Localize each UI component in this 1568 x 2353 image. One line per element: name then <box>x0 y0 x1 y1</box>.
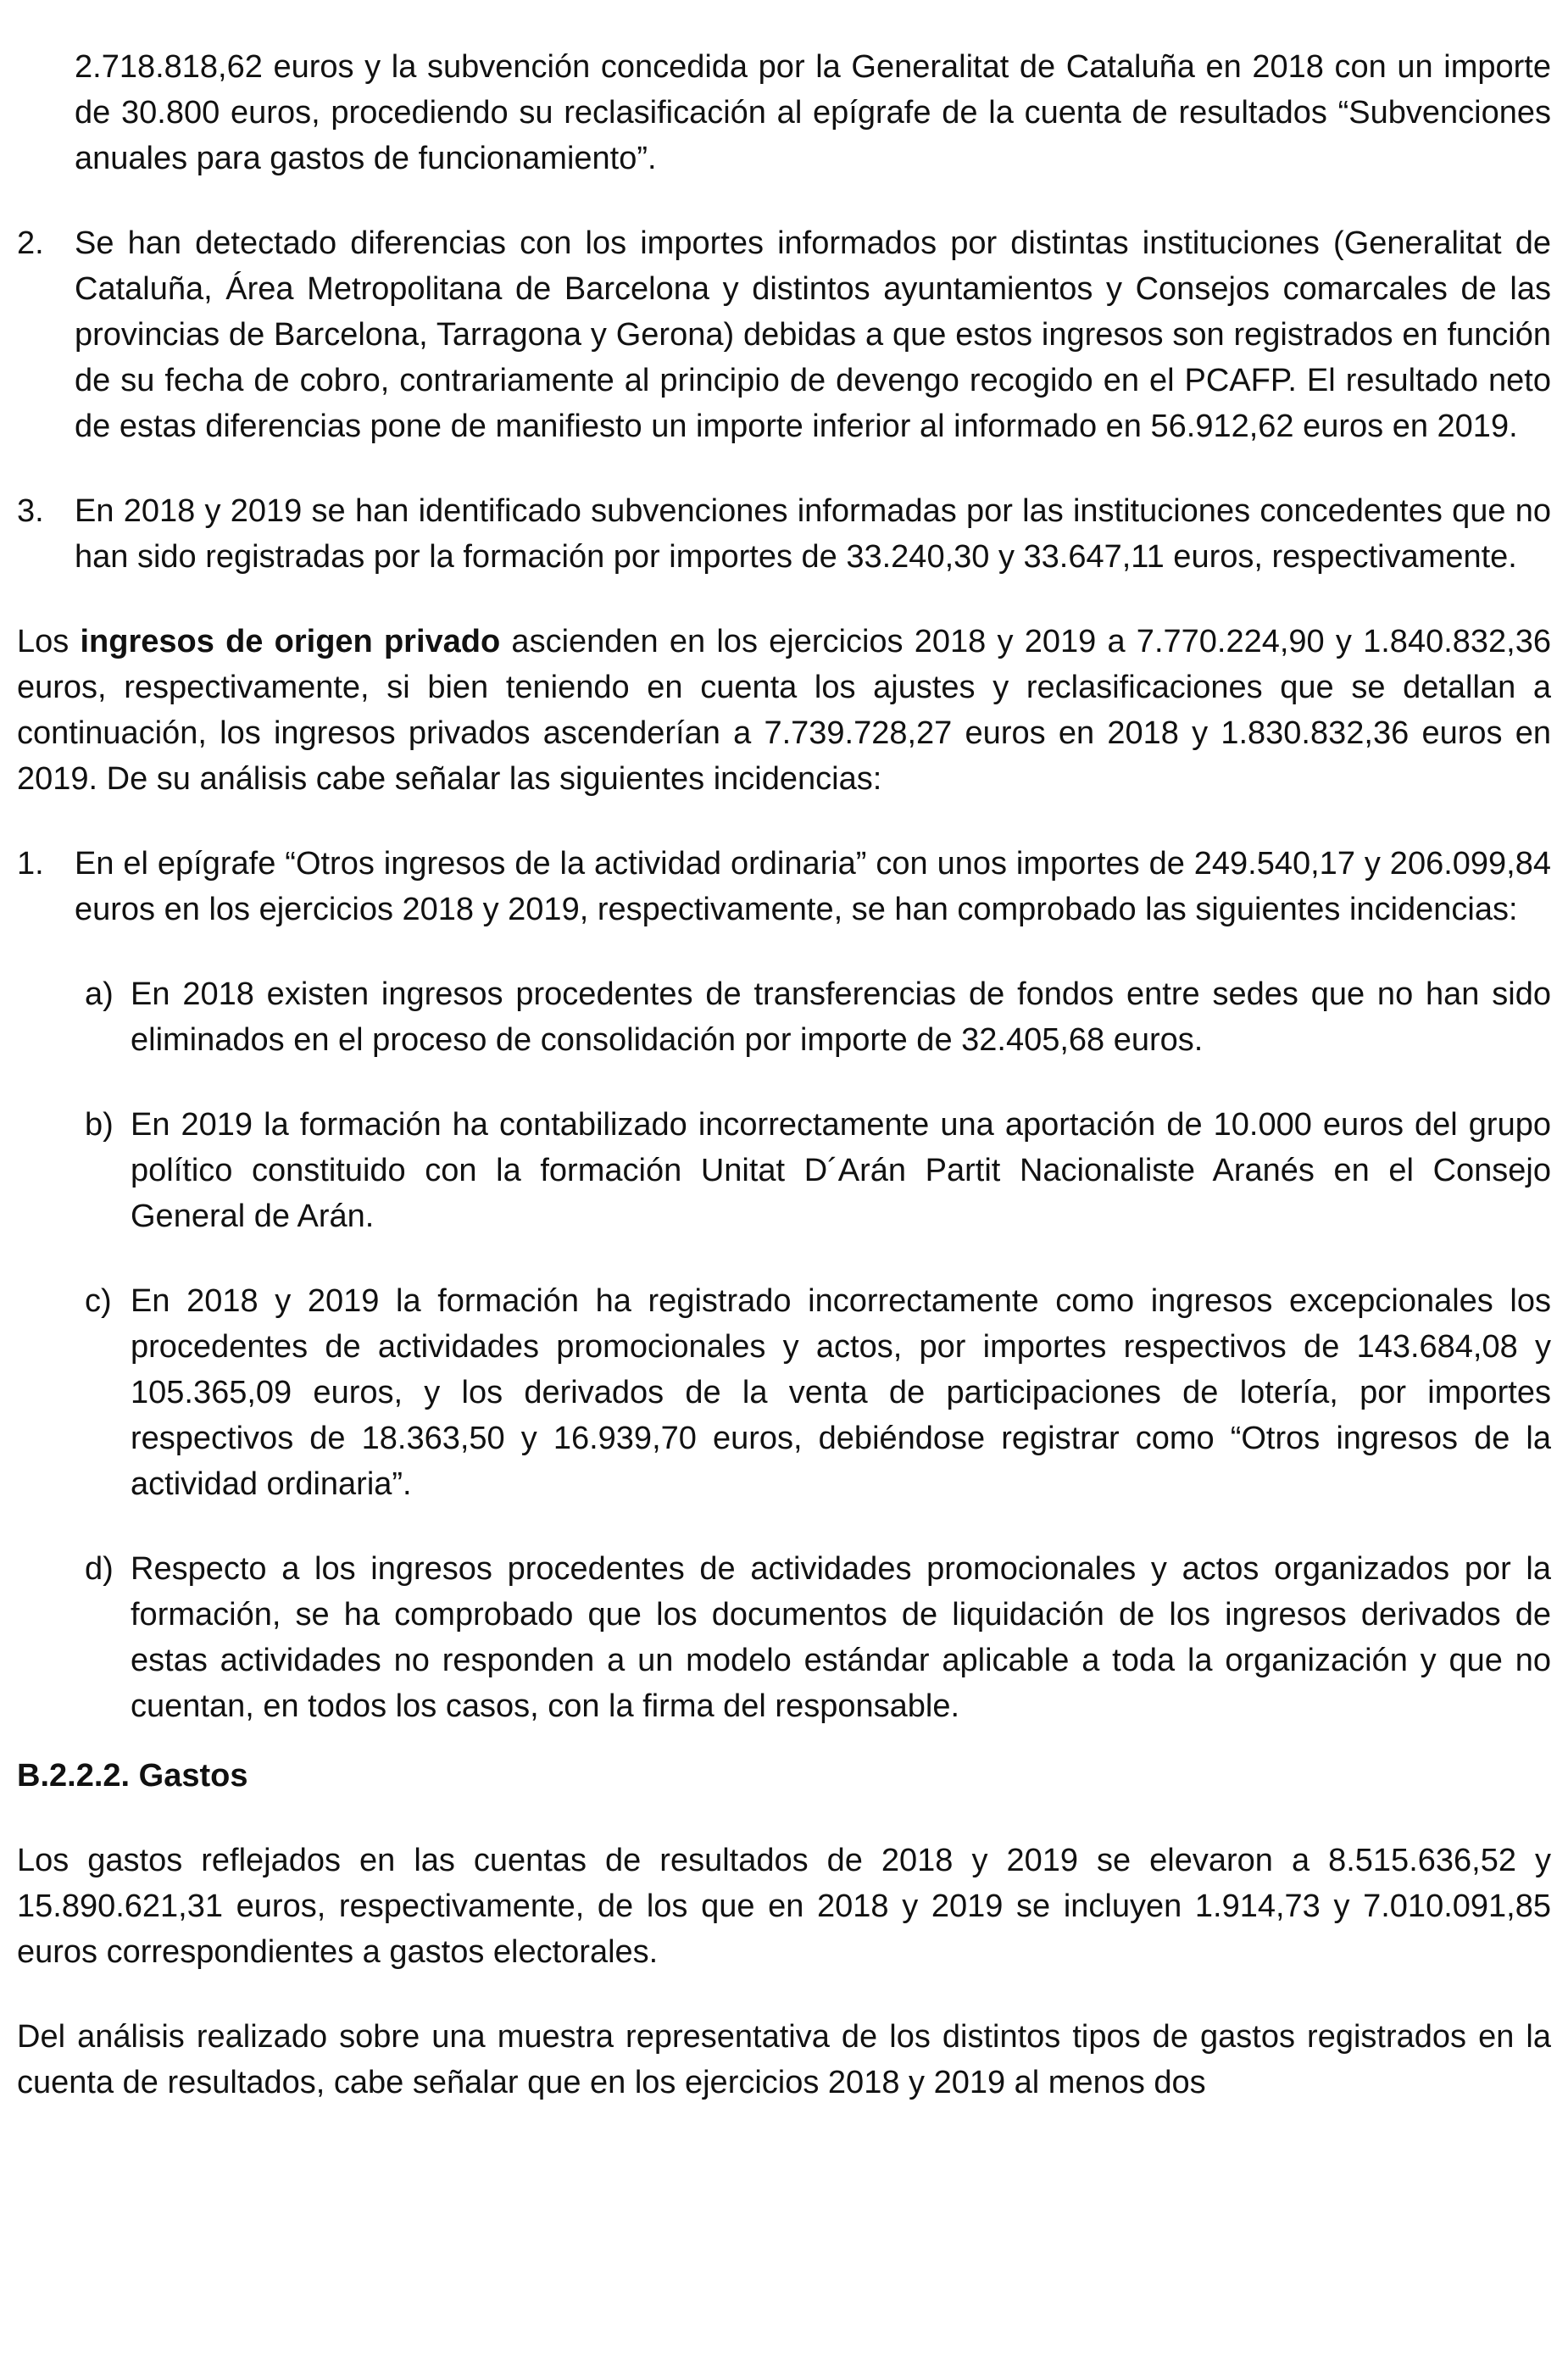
analysis-paragraph: Del análisis realizado sobre una muestra representativa de los distintos tipos de gastos registrados en la cuenta de resultados, cabe señalar que en los ejercicios 2018 y 2019 al menos dos <box>17 2019 1551 2100</box>
sub-item-text: En 2018 existen ingresos procedentes de transferencias de fondos entre sedes que no han sido eliminados en el proceso de consolidación por importe de 32.405,68 euros. <box>131 976 1551 1058</box>
sub-item-text: En 2019 la formación ha contabilizado incorrectamente una aportación de 10.000 euros del grupo político constituido con la formación Unitat D´Arán Partit Nacionaliste Aranés en el Consejo General de Arán. <box>131 1107 1551 1234</box>
sub-item-letter: c) <box>85 1283 112 1319</box>
private-rest: ascienden en los ejercicios 2018 y 2019 a 7.770.224,90 y 1.840.832,36 euros, respectivamente, si bien teniendo en cuenta los ajustes y reclasificaciones que se detallan a continuación, los ingresos privados ascenderían a 7.739.728,27 euros en 2018 y 1.830.832,36 euros en 2019. De su análisis cabe señalar las siguientes incidencias: <box>17 624 1551 797</box>
sub-item-letter: a) <box>85 976 114 1012</box>
document-page <box>17 44 1551 2105</box>
item-number: 2. <box>17 225 44 261</box>
item-text: En 2018 y 2019 se han identificado subvenciones informadas por las instituciones concedentes que no han sido registradas por la formación por importes de 33.240,30 y 33.647,11 euros, respectivamente. <box>75 493 1551 575</box>
item-number: 1. <box>17 846 44 882</box>
section-heading: B.2.2.2. Gastos <box>17 1758 248 1794</box>
sub-item-letter: d) <box>85 1551 114 1587</box>
continuation-paragraph: 2.718.818,62 euros y la subvención concedida por la Generalitat de Cataluña en 2018 con un importe de 30.800 euros, procediendo su reclasificación al epígrafe de la cuenta de resultados “Subvenciones anuales para gastos de funcionamiento”. <box>75 49 1551 176</box>
item-number: 3. <box>17 493 44 529</box>
sub-item-letter: b) <box>85 1107 114 1143</box>
sub-item-d <box>17 1546 1551 1729</box>
sub-item-a <box>17 971 1551 1063</box>
private-income-item-1 <box>17 841 1551 932</box>
item-text: En el epígrafe “Otros ingresos de la actividad ordinaria” con unos importes de 249.540,17 y 206.099,84 euros en los ejercicios 2018 y 2019, respectivamente, se han comprobado las siguientes incidencias: <box>75 846 1551 927</box>
expenses-paragraph: Los gastos reflejados en las cuentas de resultados de 2018 y 2019 se elevaron a 8.515.636,52 y 15.890.621,31 euros, respectivamente, de los que en 2018 y 2019 se incluyen 1.914,73 y 7.010.091,85 euros correspondientes a gastos electorales. <box>17 1843 1551 1970</box>
sub-item-text: Respecto a los ingresos procedentes de actividades promocionales y actos organizados por la formación, se ha comprobado que los documentos de liquidación de los ingresos derivados de estas actividades no responden a un modelo estándar aplicable a toda la organización y que no cuentan, en todos los casos, con la firma del responsable. <box>131 1551 1551 1724</box>
sub-item-b <box>17 1102 1551 1239</box>
private-income-paragraph <box>17 619 1551 802</box>
sub-item-c <box>17 1278 1551 1507</box>
public-income-item-2 <box>17 220 1551 449</box>
private-lead: Los <box>17 624 81 659</box>
sub-item-text: En 2018 y 2019 la formación ha registrado incorrectamente como ingresos excepcionales los procedentes de actividades promocionales y actos, por importes respectivos de 143.684,08 y 105.365,09 euros, y los derivados de la venta de participaciones de lotería, por importes respectivos de 18.363,50 y 16.939,70 euros, debiéndose registrar como “Otros ingresos de la actividad ordinaria”. <box>131 1283 1551 1502</box>
public-income-item-3 <box>17 488 1551 580</box>
item-text: Se han detectado diferencias con los importes informados por distintas instituciones (Generalitat de Cataluña, Área Metropolitana de Barcelona y distintos ayuntamientos y Consejos comarcales de las provincias de Barcelona, Tarragona y Gerona) debidas a que estos ingresos son registrados en función de su fecha de cobro, contrariamente al principio de devengo recogido en el PCAFP. El resultado neto de estas diferencias pone de manifiesto un importe inferior al informado en 56.912,62 euros en 2019. <box>75 225 1551 444</box>
private-income-term: ingresos de origen privado <box>80 624 501 659</box>
